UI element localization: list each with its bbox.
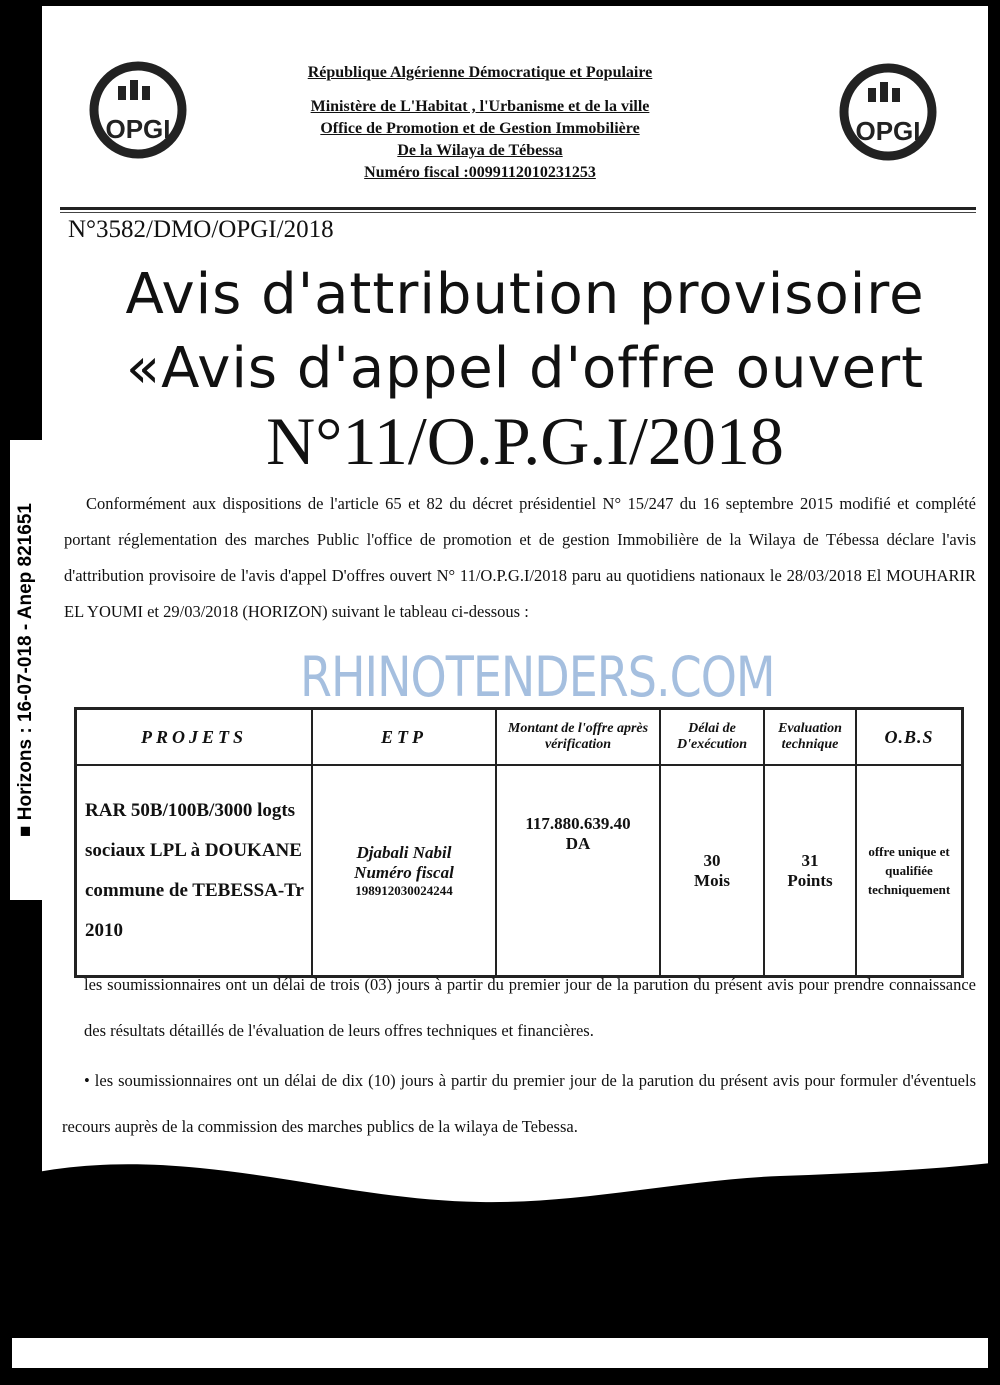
title-line-3: N°11/O.P.G.I/2018 (266, 403, 784, 479)
side-publication-label: ■ Horizons : 16-07-018 - Anep 821651 (15, 503, 36, 837)
title-line-2: «Avis d'appel d'offre ouvert (125, 336, 925, 401)
title-line-1: Avis d'attribution provisoire (125, 262, 925, 327)
etp-fiscal-number: 198912030024244 (355, 882, 453, 898)
opgi-logo-left (88, 60, 188, 160)
cell-projet: RAR 50B/100B/3000 logts sociaux LPL à DOUKANE commune de TEBESSA-Tr 2010 (76, 765, 313, 977)
delai-value: 30 (703, 850, 721, 870)
reference-number: N°3582/DMO/OPGI/2018 (68, 216, 334, 243)
side-publication-strip (10, 440, 42, 900)
header-montant: Montant de l'offre après vérification (496, 709, 660, 766)
attribution-table (74, 707, 964, 978)
montant-value: 117.880.639.40 (525, 814, 631, 833)
montant-unit: DA (565, 834, 591, 853)
header-etp: ETP (312, 709, 496, 766)
logo-text: OPGI (855, 116, 921, 146)
cell-obs: offre unique et qualifiée techniquement (856, 765, 963, 977)
opgi-logo-right (838, 62, 938, 162)
intro-paragraph: Conformément aux dispositions de l'article 65 et 82 du décret présidentiel N° 15/247 du 16 septembre 2015 modifié et complété portant réglementation des marches Public l'office de promotion et de gestion Immobilière de la Wilaya de Tébessa déclare l'avis d'attribution provisoire de l'avis d'appel D'offres ouvert N° 11/O.P.G.I/2018 paru au quotidiens nationaux le 28/03/2018 El MOUHARIR EL YOUMI et 29/03/2018 (HORIZON) suivant le tableau ci-dessous : (64, 494, 976, 621)
header-divider (60, 207, 976, 210)
header-projets: PROJETS (76, 709, 313, 766)
letterhead (230, 62, 730, 184)
cell-evaluation (764, 765, 856, 977)
letterhead-line-5: Numéro fiscal :0099112010231253 (364, 164, 596, 181)
header-divider-thin (60, 212, 976, 213)
letterhead-line-3: Office de Promotion et de Gestion Immobilière (320, 120, 640, 137)
header-evaluation: Evaluation technique (764, 709, 856, 766)
cell-etp (312, 765, 496, 977)
watermark: RHINOTENDERS.COM (300, 644, 775, 710)
table-row (76, 765, 963, 977)
letterhead-line-2: Ministère de L'Habitat , l'Urbanisme et de la ville (310, 98, 650, 115)
table-header-row (76, 709, 963, 766)
letterhead-line-1: République Algérienne Démocratique et Populaire (307, 64, 653, 81)
logo-text: OPGI (105, 114, 171, 144)
header-obs: O.B.S (856, 709, 963, 766)
delay-paragraph: les soumissionnaires ont un délai de trois (03) jours à partir du premier jour de la parution du présent avis pour prendre connaissance des résultats détaillés de l'évaluation de leurs offres techniques et financières. (84, 975, 976, 1040)
etp-name: Djabali Nabil (356, 842, 452, 862)
evaluation-unit: Points (787, 870, 833, 890)
delai-unit: Mois (694, 870, 730, 890)
etp-fiscal-label: Numéro fiscal (354, 862, 454, 882)
evaluation-value: 31 (801, 850, 819, 870)
letterhead-line-4: De la Wilaya de Tébessa (397, 142, 563, 159)
recourse-paragraph: • les soumissionnaires ont un délai de dix (10) jours à partir du premier jour de la parution du présent avis pour formuler d'éventuels recours auprès de la commission des marches publics de la wilaya de Tebessa. (62, 1071, 976, 1136)
cell-delai (660, 765, 764, 977)
cell-montant (496, 765, 660, 977)
header-delai: Délai de D'exécution (660, 709, 764, 766)
scan-torn-edge (0, 1140, 1000, 1385)
